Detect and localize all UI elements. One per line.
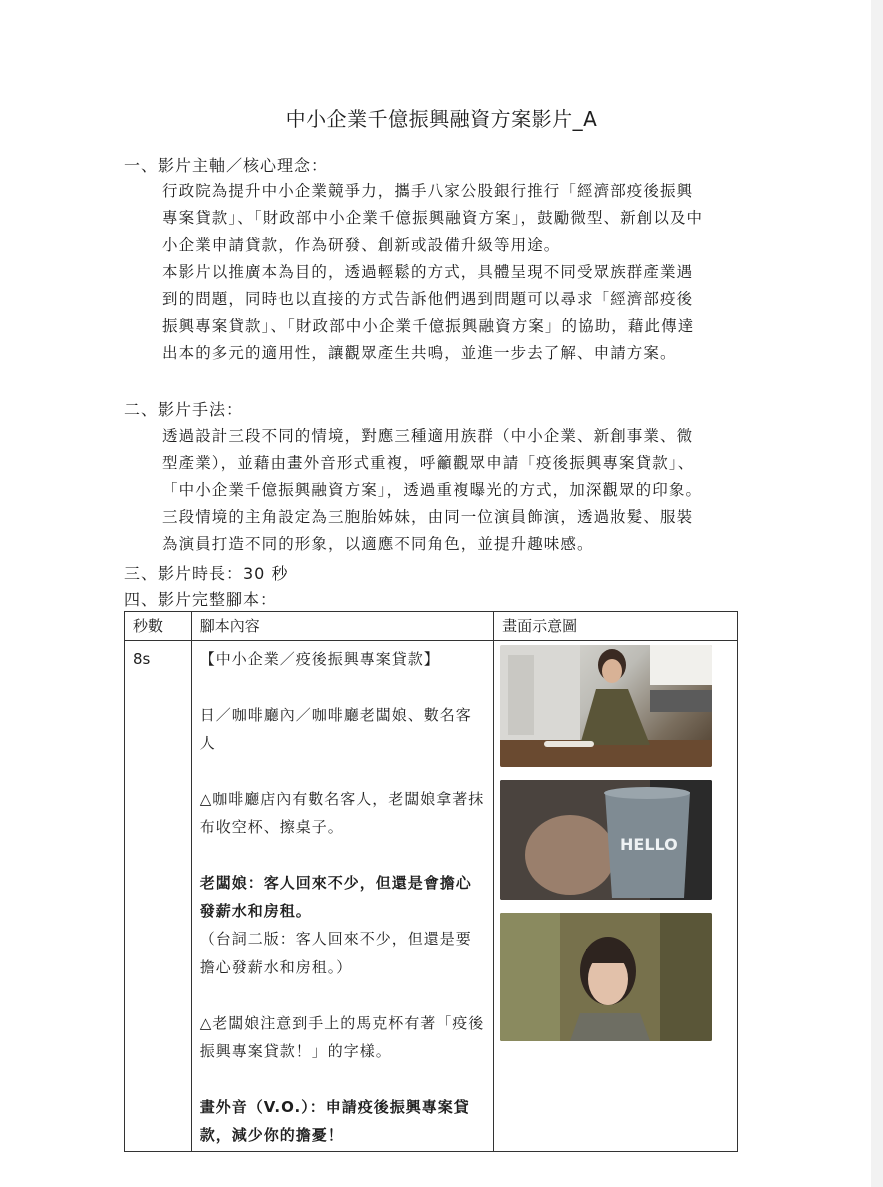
voice-over-line: 畫外音（V.O.）：申請疫後振興專案貸款，減少你的擔憂！	[199, 1098, 470, 1144]
header-seconds: 秒數	[125, 612, 192, 641]
text-line: 到的問題，同時也以直接的方式告訴他們遇到問題可以尋求「經濟部疫後	[162, 290, 694, 308]
scene-setting: 日／咖啡廳內／咖啡廳老闆娘、數名客人	[199, 706, 472, 752]
scene-action: △老闆娘注意到手上的馬克杯有著「疫後振興專案貸款！」的字樣。	[199, 1014, 485, 1060]
portrait-image	[500, 913, 712, 1041]
text-line: 小企業申請貸款，作為研發、創新或設備升級等用途。	[162, 236, 561, 254]
scene-title: 【中小企業／疫後振興專案貸款】	[199, 650, 440, 668]
cell-seconds: 8s	[125, 641, 192, 1152]
header-script: 腳本內容	[191, 612, 493, 641]
scene-action: △咖啡廳店內有數名客人，老闆娘拿著抹布收空杯、擦桌子。	[199, 790, 485, 836]
table-header-row	[125, 612, 738, 641]
table-row	[125, 641, 738, 1152]
text-line: 振興專案貸款」、「財政部中小企業千億振興融資方案」的協助，藉此傳達	[162, 317, 695, 335]
text-line: 本影片以推廣本為目的，透過輕鬆的方式，具體呈現不同受眾族群產業遇	[162, 263, 694, 281]
dialogue-line: 老闆娘：客人回來不少，但還是會擔心發薪水和房租。	[199, 874, 472, 920]
cell-script	[191, 641, 493, 1152]
hello-mug-frame	[500, 780, 712, 900]
script-table	[124, 611, 738, 1152]
text-line: 出本的多元的適用性，讓觀眾產生共鳴，並進一步去了解、申請方案。	[162, 344, 677, 362]
text-line: 「中小企業千億振興融資方案」，透過重複曝光的方式，加深觀眾的印象。	[162, 481, 703, 499]
section-body-method	[162, 423, 750, 558]
section-heading-concept: 一、影片主軸／核心理念：	[124, 156, 329, 175]
cell-visuals	[494, 641, 738, 1152]
text-line: 行政院為提升中小企業競爭力，攜手八家公股銀行推行「經濟部疫後振興	[162, 182, 694, 200]
document-title: 中小企業千億振興融資方案影片_A	[285, 107, 598, 131]
mug-closeup-image	[500, 780, 712, 900]
text-line: 為演員打造不同的形象，以適應不同角色，並提升趣味感。	[162, 535, 594, 553]
kitchen-scene-image	[500, 645, 712, 767]
section-heading-method: 二、影片手法：	[124, 400, 244, 419]
text-line: 型產業），並藉由畫外音形式重複，呼籲觀眾申請「疫後振興專案貸款」、	[162, 454, 695, 472]
text-line: 三段情境的主角設定為三胞胎姊妹，由同一位演員飾演，透過妝髮、服裝	[162, 508, 694, 526]
section-heading-script: 四、影片完整腳本：	[124, 590, 278, 609]
woman-speaking-frame	[500, 913, 712, 1041]
section-body-concept	[162, 178, 750, 367]
text-line: 透過設計三段不同的情境，對應三種適用族群（中小企業、新創事業、微	[162, 427, 694, 445]
header-visuals: 畫面示意圖	[494, 612, 738, 641]
mug-label-text: HELLO	[620, 835, 678, 854]
section-heading-duration: 三、影片時長：30 秒	[124, 564, 289, 583]
dialogue-alt-line: （台詞二版：客人回來不少，但還是要擔心發薪水和房租。）	[199, 930, 472, 976]
text-line: 專案貸款」、「財政部中小企業千億振興融資方案」，鼓勵微型、新創以及中	[162, 209, 704, 227]
woman-wiping-table-frame	[500, 645, 712, 767]
page-gutter	[871, 0, 883, 1187]
